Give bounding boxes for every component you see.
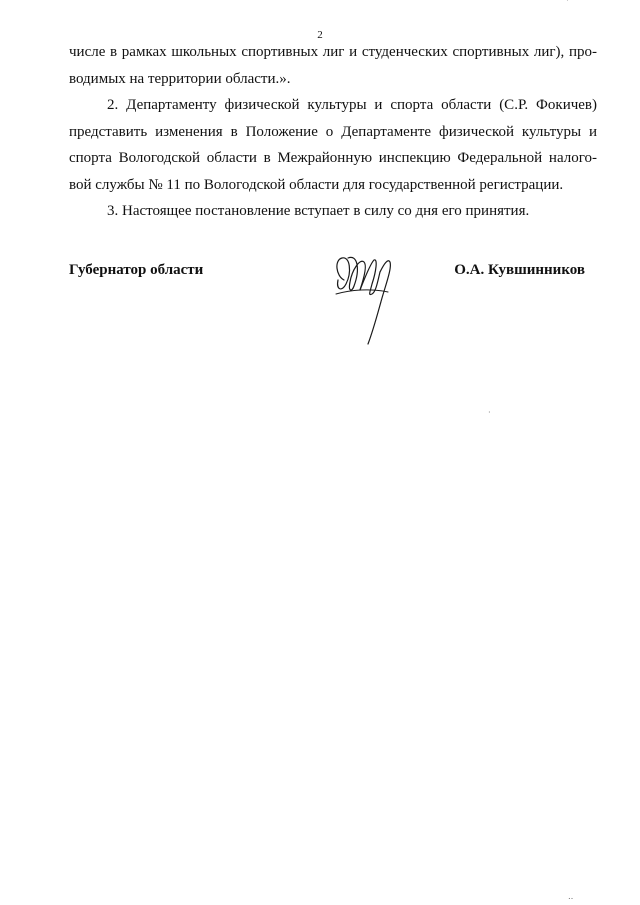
- handwritten-signature-icon: [330, 250, 400, 350]
- text-line: спорта Вологодской области в Межрайонную инспекцию Федеральной налого-: [69, 150, 597, 167]
- text-line: 2. Департаменту физической культуры и спорта области (С.Р. Фокичев): [107, 97, 597, 113]
- paragraph-item-2: [69, 92, 597, 198]
- text-line: числе в рамках школьных спортивных лиг и студенческих спортивных лиг), про-: [69, 44, 597, 60]
- scan-speck: ˙: [566, 0, 569, 7]
- signatory-name: О.А. Кувшинников: [454, 262, 585, 278]
- paragraph-continuation: [69, 39, 597, 92]
- text-line: 3. Настоящее постановление вступает в силу со дня его принятия.: [107, 203, 530, 219]
- scan-speck: ·: [488, 408, 491, 417]
- text-line: водимых на территории области.».: [69, 70, 291, 87]
- text-line: вой службы № 11 по Вологодской области для государственной регистрации.: [69, 176, 564, 193]
- scan-speck: ‥: [568, 892, 574, 901]
- text-line: представить изменения в Положение о Департаменте физической культуры и: [69, 123, 597, 140]
- paragraph-item-3: [69, 198, 597, 225]
- signatory-title: Губернатор области: [69, 262, 204, 278]
- page-number: 2: [317, 29, 323, 41]
